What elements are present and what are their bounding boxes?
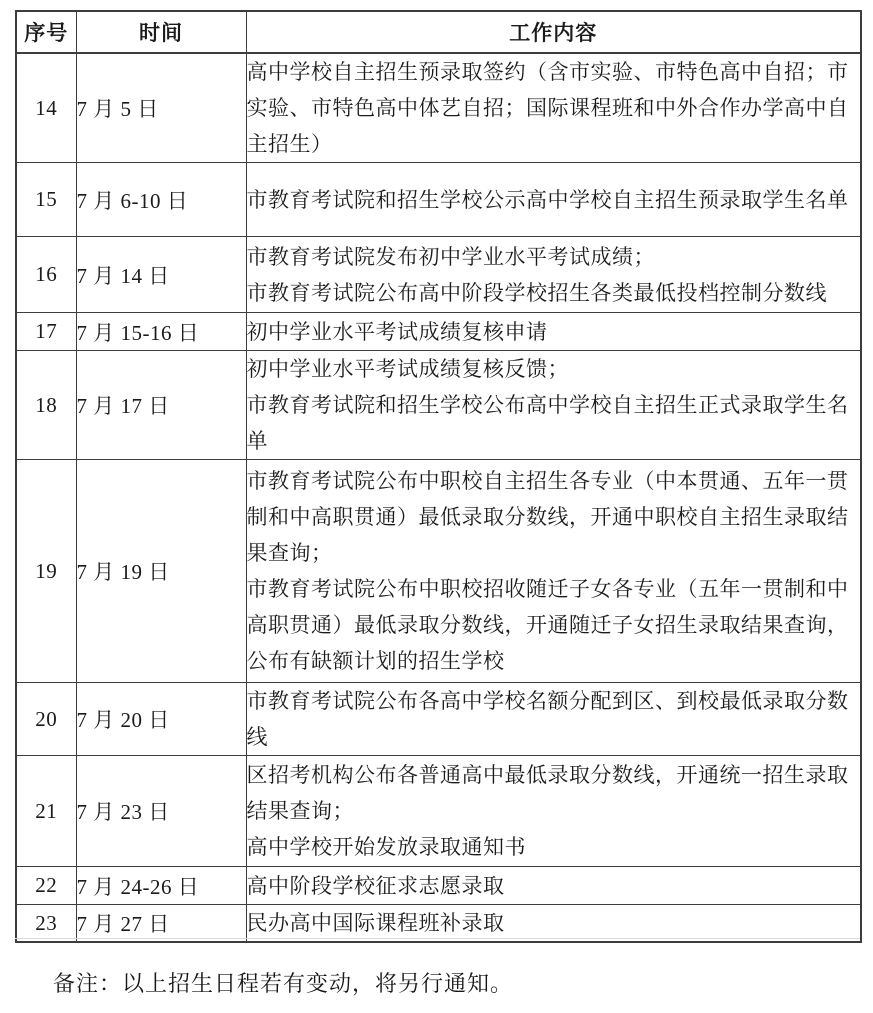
content-paragraph: 市教育考试院发布初中学业水平考试成绩； [246, 244, 655, 269]
row-date-cell: 7 月 17 日 [76, 351, 246, 460]
content-paragraph: 市教育考试院和招生学校公布高中学校自主招生正式录取学生名单 [246, 393, 849, 453]
table-bottom-shadow-line [15, 938, 860, 939]
content-paragraph: 市教育考试院公布高中阶段学校招生各类最低投档控制分数线 [246, 280, 827, 305]
table-row [16, 460, 861, 683]
table-row [16, 756, 861, 867]
table-row [16, 867, 861, 905]
row-content-cell [246, 905, 861, 943]
table-row [16, 163, 861, 237]
header-cell-number: 序号 [16, 11, 76, 53]
row-content-cell [246, 867, 861, 905]
table-row [16, 237, 861, 313]
row-date-cell: 7 月 27 日 [76, 905, 246, 943]
table-row [16, 53, 861, 163]
row-date-cell: 7 月 15-16 日 [76, 313, 246, 351]
row-date-cell: 7 月 23 日 [76, 756, 246, 867]
content-paragraph: 民办高中国际课程班补录取 [246, 911, 505, 935]
table-body [16, 53, 861, 942]
table-row [16, 905, 861, 943]
content-paragraph: 初中学业水平考试成绩复核反馈； [246, 357, 569, 381]
row-number-cell: 15 [16, 163, 76, 237]
row-number-cell: 23 [16, 905, 76, 943]
row-content-cell [246, 460, 861, 683]
row-content-cell [246, 756, 861, 867]
row-content-cell [246, 163, 861, 237]
content-paragraph: 高中阶段学校征求志愿录取 [246, 873, 505, 898]
content-paragraph: 高中学校开始发放录取通知书 [246, 835, 526, 859]
content-paragraph: 市教育考试院和招生学校公示高中学校自主招生预录取学生名单 [246, 187, 849, 212]
content-paragraph: 高中学校自主招生预录取签约（含市实验、市特色高中自招；市实验、市特色高中体艺自招；国际课程班和中外合作办学高中自主招生） [246, 60, 849, 156]
table-row [16, 351, 861, 460]
row-date-cell: 7 月 24-26 日 [76, 867, 246, 905]
row-number-cell: 19 [16, 460, 76, 683]
row-content-cell [246, 313, 861, 351]
row-number-cell: 17 [16, 313, 76, 351]
row-content-cell [246, 351, 861, 460]
row-date-cell: 7 月 14 日 [76, 237, 246, 313]
row-date-cell: 7 月 20 日 [76, 683, 246, 756]
admission-schedule-table [15, 10, 862, 943]
header-cell-work-content: 工作内容 [246, 11, 861, 53]
table-row [16, 313, 861, 351]
note: 备注：以上招生日程若有变动，将另行通知。 [53, 971, 514, 996]
table-row [16, 683, 861, 756]
row-number-cell: 21 [16, 756, 76, 867]
row-content-cell [246, 237, 861, 313]
row-date-cell: 7 月 5 日 [76, 53, 246, 163]
content-paragraph: 市教育考试院公布中职校自主招生各专业（中本贯通、五年一贯制和中高职贯通）最低录取分数线，开通中职校自主招生录取结果查询； [246, 469, 849, 565]
header-row [16, 11, 861, 53]
row-number-cell: 20 [16, 683, 76, 756]
content-paragraph: 区招考机构公布各普通高中最低录取分数线，开通统一招生录取结果查询； [246, 763, 849, 823]
row-content-cell [246, 683, 861, 756]
content-paragraph: 市教育考试院公布各高中学校名额分配到区、到校最低录取分数线 [246, 689, 849, 749]
row-number-cell: 14 [16, 53, 76, 163]
content-paragraph: 市教育考试院公布中职校招收随迁子女各专业（五年一贯制和中高职贯通）最低录取分数线，开通随迁子女招生录取结果查询，公布有缺额计划的招生学校 [246, 577, 849, 673]
header-cell-time: 时间 [76, 11, 246, 53]
row-number-cell: 18 [16, 351, 76, 460]
row-content-cell [246, 53, 861, 163]
content-paragraph: 初中学业水平考试成绩复核申请 [246, 319, 548, 344]
row-date-cell: 7 月 19 日 [76, 460, 246, 683]
table-header [16, 11, 861, 53]
row-date-cell: 7 月 6-10 日 [76, 163, 246, 237]
row-number-cell: 22 [16, 867, 76, 905]
row-number-cell: 16 [16, 237, 76, 313]
